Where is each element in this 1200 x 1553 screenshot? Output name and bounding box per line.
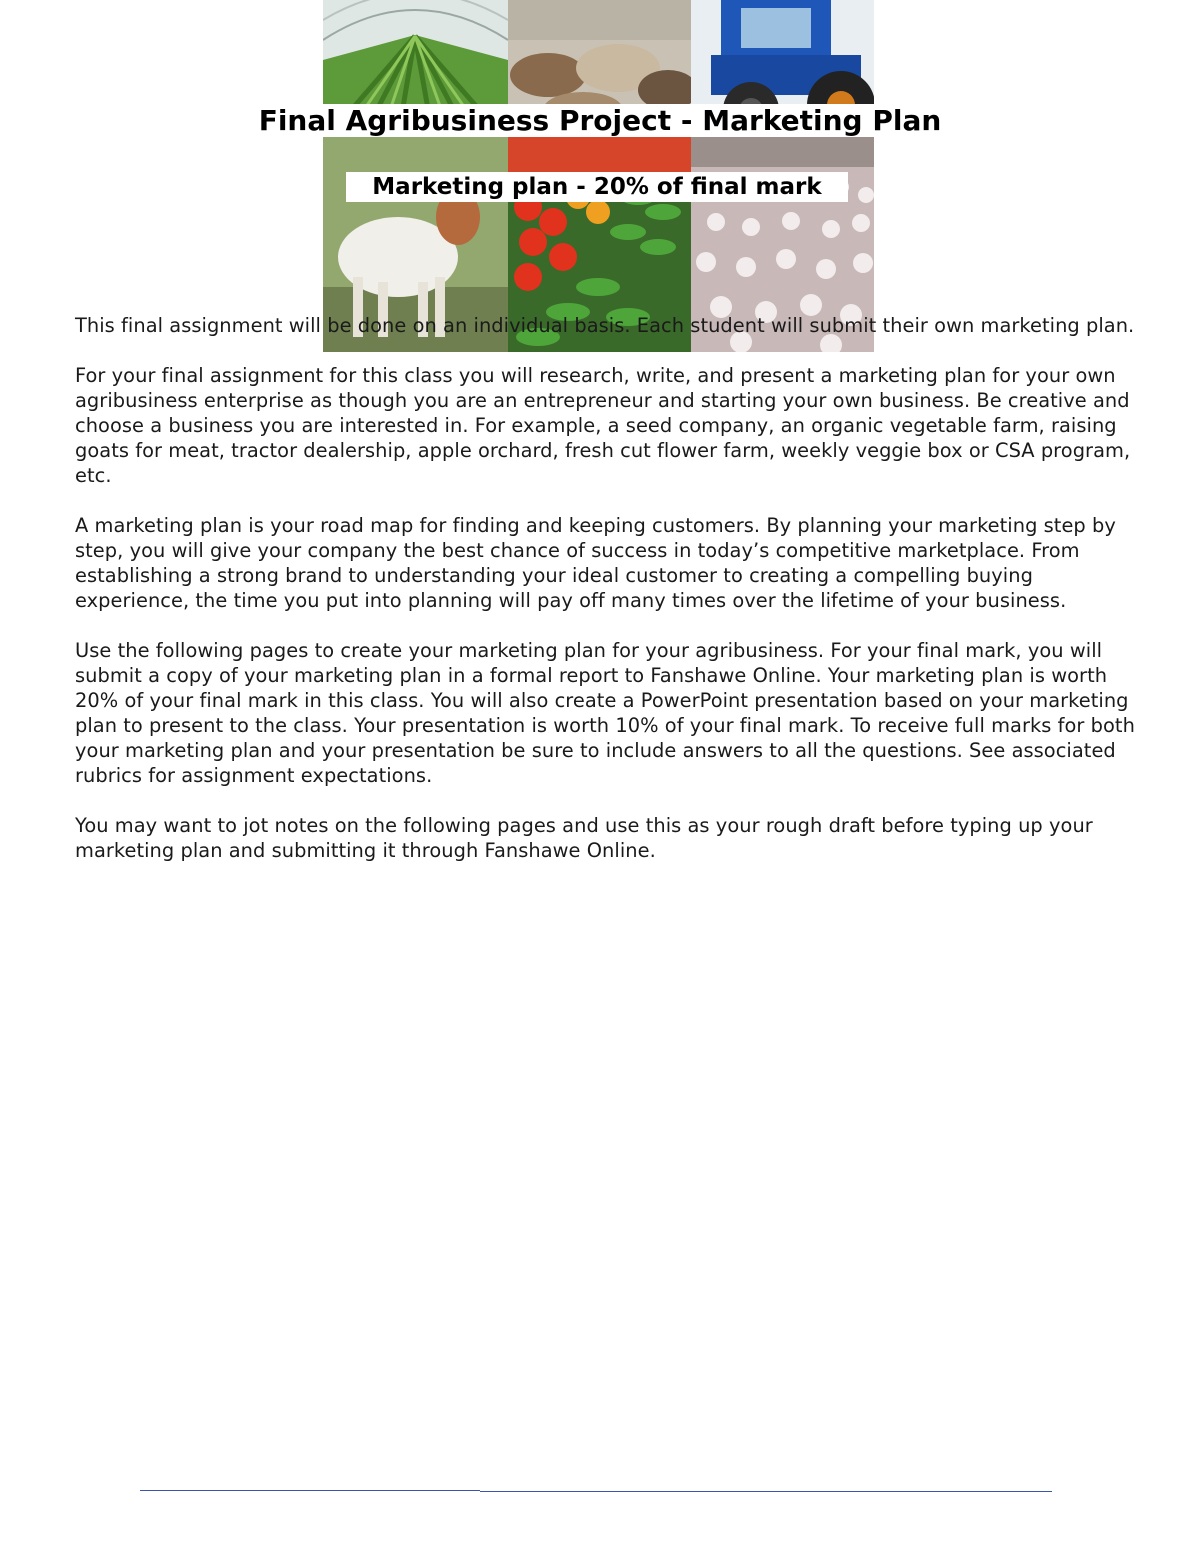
footer-divider-right bbox=[480, 1491, 1052, 1492]
footer-divider-left bbox=[140, 1490, 480, 1491]
document-subtitle: Marketing plan - 20% of final mark bbox=[346, 172, 848, 202]
document-title bbox=[0, 102, 1200, 140]
paragraph-assignment-overview: For your final assignment for this class you will research, write, and present a marketing plan for your own agribusiness enterprise as though you are an entrepreneur and starting your own business. Be creative and choose a business you are interested in. For example, a seed company, an organic vegetable farm, raising goats for meat, tractor dealership, apple orchard, fresh cut flower farm, weekly veggie box or CSA program, etc. bbox=[75, 364, 1131, 487]
paragraph-individual-basis: This final assignment will be done on an individual basis. Each student will submit their own marketing plan. bbox=[75, 314, 1135, 337]
paragraph-rough-draft-note: You may want to jot notes on the following pages and use this as your rough draft before typing up your marketing plan and submitting it through Fanshawe Online. bbox=[75, 814, 1093, 862]
paragraph-marketing-plan-definition: A marketing plan is your road map for finding and keeping customers. By planning your marketing step by step, you will give your company the best chance of success in today’s competitive marketplace. From establishing a strong brand to understanding your ideal customer to creating a compelling buying experience, the time you put into planning will pay off many times over the lifetime of your business. bbox=[75, 514, 1116, 612]
document-body bbox=[75, 313, 1135, 888]
document-title-text: Final Agribusiness Project - Marketing Plan bbox=[253, 104, 948, 137]
paragraph-submission-instructions: Use the following pages to create your marketing plan for your agribusiness. For your final mark, you will submit a copy of your marketing plan in a formal report to Fanshawe Online. Your marketing plan is worth 20% of your final mark in this class. You will also create a PowerPoint presentation based on your marketing plan to present to the class. Your presentation is worth 10% of your final mark. To receive full marks for both your marketing plan and your presentation be sure to include answers to all the questions. See associated rubrics for assignment expectations. bbox=[75, 639, 1135, 787]
